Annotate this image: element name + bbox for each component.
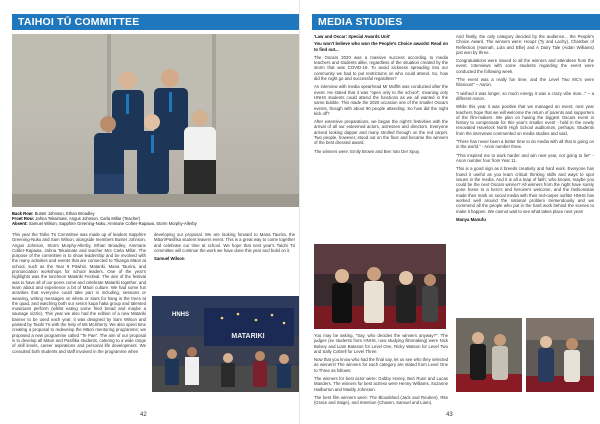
article-column-2: [154, 232, 295, 264]
page-number: 42: [140, 412, 147, 418]
paragraph: The winners were: Emily Brown and Ben Van Der Spuy.: [314, 148, 420, 154]
paragraph: The Oscars 2020 was a massive success according to media teachers and students alike, regardless of the situation created by the storm that was COVID-19. To avoid sickness spreading into our community we had to put restrictions on who could attend. So, how did the night go and successful regardless?: [314, 54, 448, 82]
red-carpet-photo-1: [456, 318, 522, 392]
author-signature: Manya Manufu: [456, 216, 486, 222]
article-lead: You won't believe who won the People's Choice awards! Read on to find out...: [314, 41, 448, 52]
paragraph: developing our proposal. We are looking forward to Mana Taurira, the Māori/Pasifika student leavers event. This is a great way to come together and celebrate our time at school. We hope that next year's Taiohi Tū committee will continue the work we have done this year and build on it.: [154, 232, 295, 253]
article-column-1: [12, 232, 146, 357]
committee-group-photo: [12, 34, 300, 207]
paragraph: An interview with media spearhead Mr Moffitt was conducted after the event. He stated that it was "open only to the school", meaning only HNHS students could attend the functions as we all wanted in the same bubble. This made the 2020 occasion one of the smaller Oscars events, though with about 90 people attending. So how did the night kick off?: [314, 84, 448, 116]
paragraph: The winners for best actor were: Gubby Honey, Ben Rusn and Lucas Manders. The winners for best actress were Henny Williams, Suzanne Hailburton and Maddy Johnston.: [314, 376, 448, 392]
red-carpet-photo-2-image: [526, 318, 594, 392]
caption-absent: Absent: Samuel Wilson, Sapphire Greening-Nuku, Ammarie Collier-Rapawa, Storm Murphy-Allerby: [12, 221, 197, 227]
section-header: MEDIA STUDIES: [312, 14, 600, 30]
red-carpet-photo-1-image: [456, 318, 522, 392]
paragraph: Congratulations were issued to all the winners and attendees from the event. Interviews with some students regarding the event were conducted the following week.: [456, 58, 594, 74]
article-column-1-lower: [314, 333, 448, 409]
paragraph: You may be asking, "Say, who decides the winners anyway?". The judges (ex students from HNHS, now studying filmmaking) were Nick Belsey and Liam Bateson for Level One, Ricky Watson for Level Two and Sally Cottrell for Level Three.: [314, 333, 448, 354]
paragraph: "I wished it was longer, so much energy it was a crazy vibe man..." – a different Aaron.: [456, 90, 594, 101]
svg-text:MATARIKI: MATARIKI: [231, 333, 265, 340]
svg-text:HNHS: HNHS: [172, 312, 190, 318]
paragraph: Now that you know who had the final say, let us see who they selected as winners! The winners for each category are stated from Level One to Three as follows:: [314, 357, 448, 373]
paragraph: After extensive preparations, we began the night's festivities with the arrival of all our esteemed actors, actresses and directors. Everyone arrived looking dapper and many strolled through on the red carpet. Two people, however, stood out on the floor and became the winners of the best dressed award.: [314, 119, 448, 146]
paragraph: And finally, the only category decided by the audience... the People's Choice Award. The winners were: Hoopz (Ty and Lachy), Chamber of Reflection (Hannah, Lola and Ellie) and A Dairy Tale (Aidan Williams) just won by three.: [456, 34, 594, 55]
paragraph: While this year it was positive that we managed an event, next year teachers hope that we will welcome the return of parents and supporters of the film-makers. We plan on having the biggest Oscars event in history to compensate for this year's smaller event - held in the newly renovated Havelock North High School auditorium, perhaps. Students from the interviews commented on media studies and said,: [456, 104, 594, 136]
article-column-2: [456, 34, 594, 225]
caption-back-row: Back Row: Buster Johnson, Ethan Broadley: [12, 211, 95, 216]
caption-front-row: Front Row: Jahna Tekaimate, Angus Johnson, Carla Millar (Teacher): [12, 216, 141, 222]
oscars-photo-image: [314, 244, 446, 329]
red-carpet-photo-2: [526, 318, 594, 392]
photo-caption: [12, 211, 297, 227]
paragraph: This is a good sign as it breeds creativity and hard work. Everyone has found it useful as you learn critical thinking skills and ways to spot issues in the media. And it is all a leap of faith; who knows, maybe you could be the next Oscars winner? All winners from the night have surely gone home to a hero's and heroine's welcome, and the fashionistas made their mark on social media with their red-carpet outfits! HNHS has worked well around the national problem tremendously and we commend all the people who put in the hard work behind the scenes to make it happen. We cannot wait to see what takes place next year!: [456, 166, 594, 214]
page-number: 43: [446, 412, 453, 418]
matariki-event-photo: [152, 296, 300, 392]
right-page: [300, 0, 600, 424]
paragraph: "There has never been a better time to do media with all that is going on in the world." - Anon number three.: [456, 139, 594, 150]
section-header: TAIHOI TŪ COMMITTEE: [12, 14, 300, 30]
paragraph: This year the Taiho Tū Committee was made up of leaders Sapphire Greening-Nuku and Sam Wilson, alongside members Buster Johnson, Angus Johnson, Storm Murphy-Allerby, Ethan Broadley, Ammarie Collier-Rapawa, Jahna Tekaimate and teacher Mrs Carla Millar. The purpose of the committee is to show leadership and be involved with the many activities and events that are connected to Tikanga Māori at school, such as the Year 9 Pōwhiri, Matariki, Mana Taurira, and pronunciation workshops for school leaders. One of the year's highlights was the luncheon Matariki Festival. The aim of the festival was to have all of our peers come and celebrate Matariki together, and learn about and experience a bit of Māori culture. We had some fun activities that everyone could take part in including, sessions or weaving, writing messages on whetu or stars for hang in the trees at the quad, and watching both our senior kapa haka group and talented musicians perform (whilst eating some fried bread and maybe a sausage sizzle). This year we also had the edition of a new Matariki banner to be used each year, it was designed by Sam Wilson and painted by Taiohi Tū with the help of Ms McSherry. We also spent time creating a proposal to redevelop the Māori mentoring programme; we proposed a new programme called "Te Pae". The aim of our proposal is to develop all Māori and Pasifika students, catering to a wide range of skill levels, career aspirations and personal life development. We consulted both students and staff involved in the programme when: [12, 232, 146, 354]
article-column-1: [314, 34, 448, 157]
author-signature: Samuel Wilson: [154, 256, 185, 262]
group-photo-image: [12, 34, 300, 207]
paragraph: "This inspired me to work harder and win next year, not going to lie!" - Anon number four from Year 11.: [456, 152, 594, 163]
oscars-event-photo: [314, 244, 446, 329]
matariki-photo-image: [152, 296, 300, 392]
paragraph: "The event was a really fun time, and the Level Two MC's were hilarious!" – Aaron.: [456, 77, 594, 88]
paragraph: The best film winners were: The Bloodshed (Jack and Reuben), Rite (Grace and Saige), and Intention (Chasen, Samuel and Liam).: [314, 394, 448, 406]
article-title: 'Law and Oscar: Special Awards Unit': [314, 34, 391, 39]
